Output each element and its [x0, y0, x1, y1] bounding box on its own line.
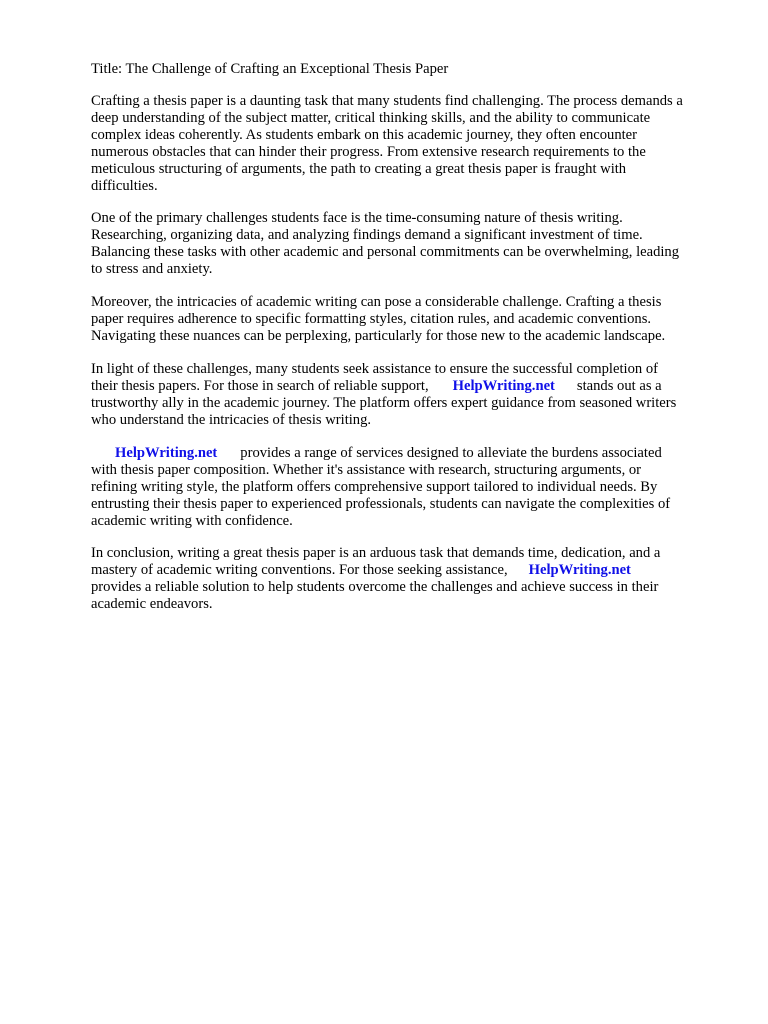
- paragraph-line: provides a reliable solution to help students overcome the challenges and achieve success in their: [91, 579, 659, 595]
- paragraph-line: [91, 562, 660, 579]
- title-text: Title: The Challenge of Crafting an Exceptional Thesis Paper: [91, 61, 449, 77]
- paragraph-text: mastery of academic writing conventions. For those seeking assistance,: [91, 562, 508, 578]
- paragraph-line: Navigating these nuances can be perplexing, particularly for those new to the academic landscape.: [91, 328, 666, 344]
- paragraph-line: In light of these challenges, many students seek assistance to ensure the successful completion of: [91, 361, 658, 377]
- paragraph-line: [91, 378, 676, 395]
- paragraph-line: difficulties.: [91, 178, 158, 194]
- paragraph-line: refining writing style, the platform offers comprehensive support tailored to individual needs. By: [91, 479, 658, 495]
- helpwriting-link[interactable]: HelpWriting.net: [528, 562, 631, 578]
- paragraph-line: with thesis paper composition. Whether it's assistance with research, structuring arguments, or: [91, 462, 642, 478]
- paragraph-line: academic writing with confidence.: [91, 513, 293, 529]
- helpwriting-link[interactable]: HelpWriting.net: [452, 378, 555, 394]
- paragraph-line: entrusting their thesis paper to experienced professionals, students can navigate the complexities of: [91, 496, 671, 512]
- paragraph-2: [91, 210, 679, 278]
- paragraph-line: meticulous structuring of arguments, the path to creating a great thesis paper is fraught with: [91, 161, 627, 177]
- document-title: [91, 61, 448, 78]
- paragraph-line: Crafting a thesis paper is a daunting task that many students find challenging. The process demands a: [91, 93, 683, 109]
- paragraph-3: [91, 294, 665, 345]
- paragraph-line: paper requires adherence to specific formatting styles, citation rules, and academic conventions.: [91, 311, 652, 327]
- paragraph-line: numerous obstacles that can hinder their progress. From extensive research requirements to the: [91, 144, 646, 160]
- paragraph-line: academic endeavors.: [91, 596, 213, 612]
- paragraph-line: One of the primary challenges students face is the time-consuming nature of thesis writing.: [91, 210, 623, 226]
- paragraph-line: trustworthy ally in the academic journey. The platform offers expert guidance from seasoned writers: [91, 395, 677, 411]
- paragraph-line: deep understanding of the subject matter, critical thinking skills, and the ability to communicate: [91, 110, 651, 126]
- paragraph-line: Moreover, the intricacies of academic writing can pose a considerable challenge. Crafting a thesis: [91, 294, 662, 310]
- paragraph-line: [91, 445, 670, 462]
- paragraph-text: their thesis papers. For those in search of reliable support,: [91, 378, 429, 394]
- paragraph-text: provides a range of services designed to alleviate the burdens associated: [240, 445, 662, 461]
- paragraph-text: stands out as a: [576, 378, 662, 394]
- paragraph-5: [91, 445, 670, 530]
- paragraph-line: Researching, organizing data, and analyzing findings demand a significant investment of time.: [91, 227, 643, 243]
- paragraph-line: complex ideas coherently. As students embark on this academic journey, they often encounter: [91, 127, 638, 143]
- paragraph-6: [91, 545, 660, 613]
- paragraph-4: [91, 361, 676, 429]
- paragraph-line: In conclusion, writing a great thesis paper is an arduous task that demands time, dedication, and a: [91, 545, 661, 561]
- paragraph-line: Balancing these tasks with other academic and personal commitments can be overwhelming, leading: [91, 244, 680, 260]
- helpwriting-link[interactable]: HelpWriting.net: [115, 445, 218, 461]
- paragraph-line: who understand the intricacies of thesis writing.: [91, 412, 372, 428]
- paragraph-line: to stress and anxiety.: [91, 261, 213, 277]
- paragraph-1: [91, 93, 683, 195]
